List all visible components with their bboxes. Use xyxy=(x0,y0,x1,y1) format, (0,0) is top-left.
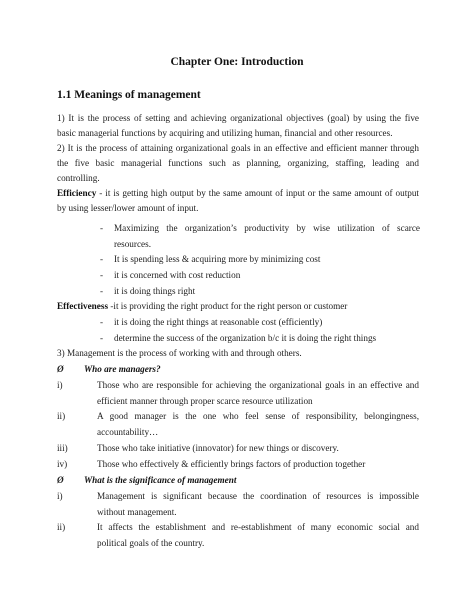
item-number: i) xyxy=(57,380,63,390)
item-text: Those who are responsible for achieving the organizational goals in an effective and xyxy=(97,380,419,390)
item-number: ii) xyxy=(57,411,66,421)
numbered-item xyxy=(57,409,419,440)
para2-line2: the five basic managerial functions such as planning, organizing, staffing, leading and xyxy=(57,158,419,168)
arrow-bullet-icon: Ø xyxy=(57,475,64,485)
para1-line1: 1) It is the process of setting and achieving organizational objectives (goal) by using the five xyxy=(57,113,419,123)
item-text: A good manager is the one who feel sense of responsibility, belongingness, xyxy=(97,411,419,421)
item-text: It affects the establishment and re-establishment of many economic social and xyxy=(97,522,419,532)
dash-bullet: - xyxy=(100,254,104,264)
arrow-bullet-icon: Ø xyxy=(57,364,64,374)
item-number: iv) xyxy=(57,459,68,469)
list-item-text: Maximizing the organization’s productivity by wise utilization of scarce xyxy=(114,223,420,233)
item-text-cont: accountability… xyxy=(97,426,159,437)
list-item-text: it is concerned with cost reduction xyxy=(114,270,241,280)
para2-line1: 2) It is the process of attaining organizational goals in an effective and efficient manner through xyxy=(57,143,419,153)
dash-bullet: - xyxy=(100,333,104,343)
effectiveness-term: Effectiveness xyxy=(57,301,109,311)
numbered-item xyxy=(57,378,419,409)
efficiency-term: Efficiency xyxy=(57,188,97,198)
para3: 3) Management is the process of working with and through others. xyxy=(57,348,302,358)
section-heading: 1.1 Meanings of management xyxy=(57,89,201,101)
para1-line2: basic managerial functions by acquiring and utilizing human, financial and other resources. xyxy=(57,128,393,138)
numbered-item xyxy=(57,520,419,551)
dash-bullet: - xyxy=(100,223,104,233)
list-item-text: it is doing things right xyxy=(114,286,196,296)
item-number: iii) xyxy=(57,443,68,453)
item-text-cont: efficient manner through proper scarce resource utilization xyxy=(97,395,313,406)
list-item xyxy=(100,221,420,252)
efficiency-line2: by using lesser/lower amount of input. xyxy=(57,203,199,213)
item-text: Those who take initiative (innovator) for new things or discovery. xyxy=(97,443,339,453)
dash-bullet: - xyxy=(100,286,104,296)
question-text: Who are managers? xyxy=(84,364,161,374)
item-text: Management is significant because the coordination of resources is impossible xyxy=(97,491,419,501)
item-text-cont: political goals of the country. xyxy=(97,537,205,548)
dash-bullet: - xyxy=(100,270,104,280)
efficiency-definition xyxy=(57,186,419,202)
para2-line3: controlling. xyxy=(57,173,100,183)
dash-bullet: - xyxy=(100,317,104,327)
list-item-text-cont: resources. xyxy=(114,238,151,249)
item-number: ii) xyxy=(57,522,66,532)
question-text: What is the significance of management xyxy=(84,475,237,485)
item-text: Those who effectively & efficiently brings factors of production together xyxy=(97,459,366,469)
item-text-cont: without management. xyxy=(97,506,177,517)
effectiveness-definition xyxy=(57,299,419,315)
item-number: i) xyxy=(57,491,63,501)
list-item-text: determine the success of the organization b/c it is doing the right things xyxy=(114,333,377,343)
list-item-text: it is doing the right things at reasonable cost (efficiently) xyxy=(114,317,323,327)
chapter-title: Chapter One: Introduction xyxy=(170,56,304,68)
list-item-text: It is spending less & acquiring more by minimizing cost xyxy=(114,254,321,264)
numbered-item xyxy=(57,489,419,520)
effectiveness-line1: -it is providing the right product for the right person or customer xyxy=(108,301,348,311)
efficiency-line1: - it is getting high output by the same amount of input or the same amount of output xyxy=(96,188,419,198)
